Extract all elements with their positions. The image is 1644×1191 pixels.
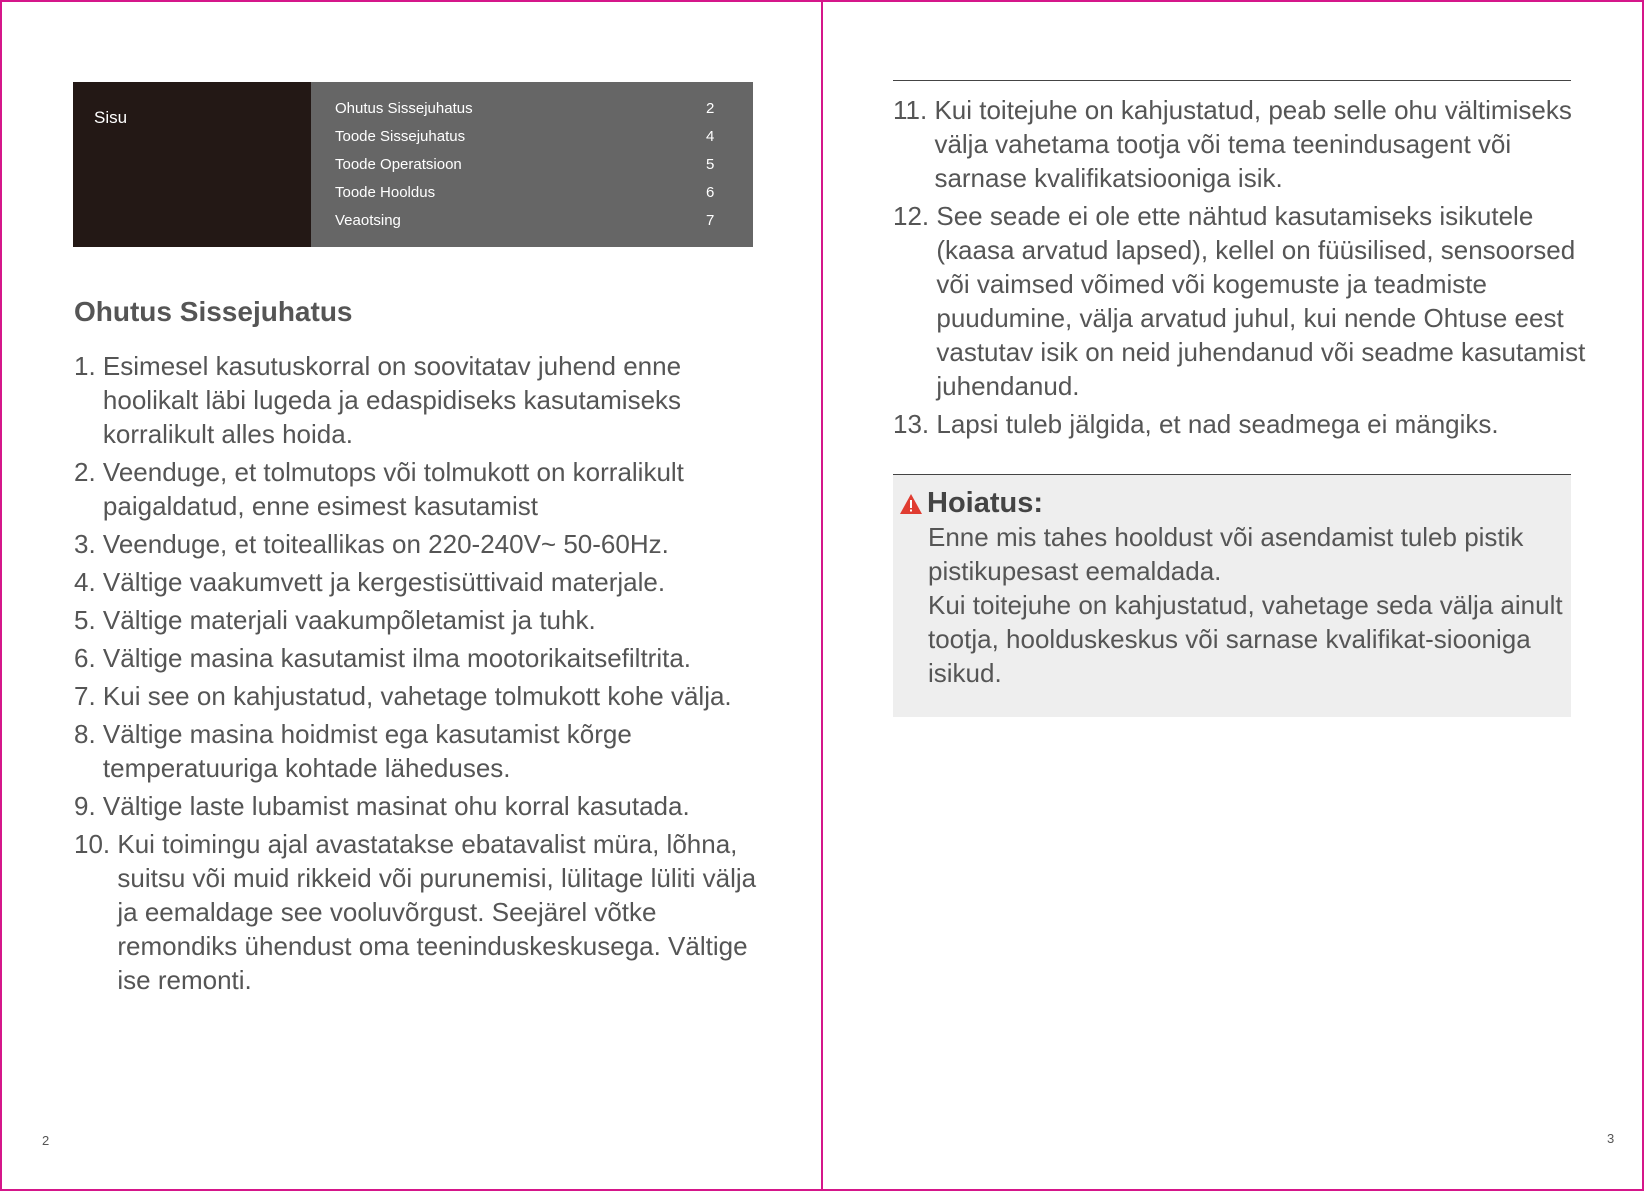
warning-header — [899, 487, 1043, 520]
item-number: 5. — [74, 605, 103, 635]
list-item — [893, 199, 1593, 403]
item-text: Kui toimingu ajal avastatakse ebatavalist müra, lõhna, suitsu või muid rikkeid või purunemisi, lülitage lüliti välja ja eemaldage see vooluvõrgust. Seejärel võtke remondiks ühendust oma teeninduskeskusega. Vältige ise remonti. — [117, 829, 757, 995]
list-item — [74, 603, 774, 637]
toc-entry-title: Ohutus Sissejuhatus — [335, 100, 473, 117]
list-item — [74, 641, 774, 675]
item-text: Vältige masina kasutamist ilma mootorikaitsefiltrita. — [102, 643, 692, 673]
list-item — [74, 349, 774, 451]
warning-line: Kui toitejuhe on kahjustatud, vahetage seda välja ainult tootja, hoolduskeskus või sarnase kvalifikat-siooniga isikud. — [928, 590, 1563, 688]
toc-list — [311, 82, 753, 247]
item-number: 7. — [74, 681, 103, 711]
list-item — [74, 827, 774, 997]
top-rule — [893, 80, 1571, 81]
warning-box — [893, 474, 1571, 717]
table-of-contents — [73, 82, 753, 247]
item-number: 3. — [74, 529, 103, 559]
warning-line: Enne mis tahes hooldust või asendamist tuleb pistik pistikupesast eemaldada. — [928, 522, 1524, 586]
list-item — [74, 565, 774, 599]
item-number: 2. — [74, 457, 103, 487]
item-text: Kui see on kahjustatud, vahetage tolmukott kohe välja. — [102, 681, 732, 711]
toc-entry-page: 7 — [706, 212, 715, 229]
toc-entry[interactable] — [335, 99, 720, 127]
page-number-left: 2 — [42, 1133, 50, 1148]
warning-title: Hoiatus: — [927, 487, 1043, 519]
safety-list-left — [74, 349, 774, 1001]
toc-entry-title: Veaotsing — [335, 212, 401, 229]
toc-entry[interactable] — [335, 211, 720, 239]
item-number: 13. — [893, 409, 937, 439]
item-text: Vältige laste lubamist masinat ohu korral kasutada. — [102, 791, 690, 821]
toc-entry-title: Toode Hooldus — [335, 184, 436, 201]
item-number: 10. — [74, 829, 118, 859]
toc-label: Sisu — [73, 82, 311, 247]
item-number: 11. — [893, 95, 935, 125]
toc-entry[interactable] — [335, 183, 720, 211]
list-item — [74, 455, 774, 523]
item-text: Veenduge, et toiteallikas on 220-240V~ 50-60Hz. — [102, 529, 669, 559]
item-text: Vältige materjali vaakumpõletamist ja tuhk. — [102, 605, 596, 635]
list-item — [74, 679, 774, 713]
toc-entry-page: 4 — [706, 128, 715, 145]
item-text: Veenduge, et tolmutops või tolmukott on korralikult paigaldatud, enne esimest kasutamist — [102, 457, 684, 521]
toc-entry-page: 2 — [706, 100, 715, 117]
item-number: 1. — [74, 351, 103, 381]
list-item — [74, 527, 774, 561]
item-number: 8. — [74, 719, 103, 749]
safety-list-right — [893, 93, 1593, 445]
item-text: Esimesel kasutuskorral on soovitatav juhend enne hoolikalt läbi lugeda ja edaspidiseks kasutamiseks korralikult alles hoida. — [102, 351, 682, 449]
warning-body — [928, 520, 1568, 690]
toc-entry[interactable] — [335, 127, 720, 155]
list-item — [893, 93, 1593, 195]
section-title: Ohutus Sissejuhatus — [74, 296, 353, 327]
toc-entry-page: 5 — [706, 156, 715, 173]
item-text: Vältige vaakumvett ja kergestisüttivaid materjale. — [102, 567, 666, 597]
toc-entry-title: Toode Operatsioon — [335, 156, 462, 173]
item-text: Vältige masina hoidmist ega kasutamist kõrge temperatuuriga kohtade läheduses. — [102, 719, 632, 783]
warning-triangle-icon — [899, 493, 923, 515]
item-number: 4. — [74, 567, 103, 597]
item-text: See seade ei ole ette nähtud kasutamiseks isikutele (kaasa arvatud lapsed), kellel on füüsilised, sensoorsed või vaimsed võimed või kogemuste ja teadmiste puudumine, välja arvatud juhul, kui nende Ohtuse eest vastutav isik on neid juhendanud või seadme kasutamist juhendanud. — [936, 201, 1586, 401]
item-text: Kui toitejuhe on kahjustatud, peab selle ohu vältimiseks välja vahetama tootja või tema teenindusagent või sarnase kvalifikatsiooniga isik. — [934, 95, 1572, 193]
item-number: 12. — [893, 201, 937, 231]
item-number: 6. — [74, 643, 103, 673]
item-number: 9. — [74, 791, 103, 821]
page-number-right: 3 — [1607, 1131, 1615, 1146]
list-item — [74, 717, 774, 785]
item-text: Lapsi tuleb jälgida, et nad seadmega ei mängiks. — [936, 409, 1499, 439]
toc-entry[interactable] — [335, 155, 720, 183]
list-item — [74, 789, 774, 823]
toc-entry-title: Toode Sissejuhatus — [335, 128, 466, 145]
list-item — [893, 407, 1593, 441]
toc-entry-page: 6 — [706, 184, 715, 201]
